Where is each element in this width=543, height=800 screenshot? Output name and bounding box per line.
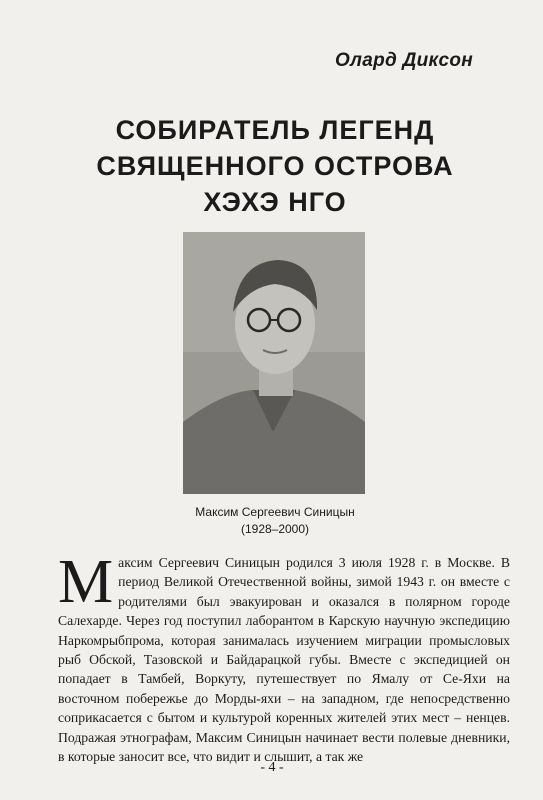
caption-name: Максим Сергеевич Синицын — [195, 505, 355, 519]
title-line: ХЭХЭ НГО — [203, 187, 347, 217]
page-number: - 4 - — [260, 760, 284, 775]
drop-cap: М — [58, 548, 114, 616]
body-text — [58, 548, 510, 766]
caption-years: (1928–2000) — [240, 522, 310, 536]
title-line: СОБИРАТЕЛЬ ЛЕГЕНД — [115, 115, 435, 145]
photo-caption — [160, 504, 390, 538]
author-name: Олард Диксон — [335, 50, 474, 71]
portrait-photo — [183, 232, 365, 494]
title-line: СВЯЩЕННОГО ОСТРОВА — [96, 151, 454, 181]
body-paragraph: аксим Сергеевич Синицын родился 3 июля 1928 г. в Москве. В период Великой Отечественной войны, зимой 1943 г. он вместе с родителями был эвакуирован и оказался в полярном городе Салехарде. Через год поступил лаборантом в Карскую научную экспедицию Наркомрыбпрома, которая занималась изучением миграции промысловых рыб Обской, Тазовской и Байдарацкой губы. Вместе с экспедицией он попадает в Тамбей, Воркуту, путешествует по Ямалу от Се-Яхи на восточном побережье до Морды-яхи – на западном, где непосредственно соприкасается с бытом и культурой коренных жителей этих мест – ненцев. Подражая этнографам, Максим Синицын начинает вести полевые дневники, в которые заносит все, что видит и слышит, а так же — [58, 555, 510, 765]
article-title — [60, 112, 490, 220]
